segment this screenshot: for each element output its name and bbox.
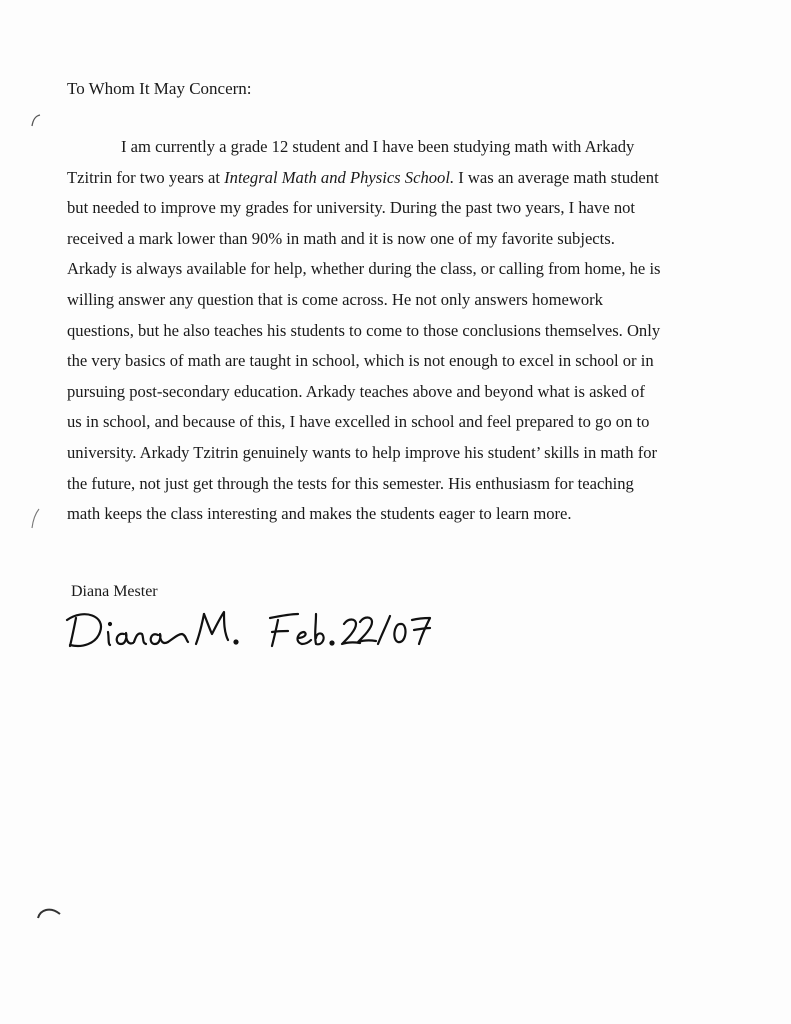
body-line: willing answer any question that is come across. He not only answers homework: [67, 289, 603, 309]
school-name: Integral Math and Physics School.: [224, 167, 455, 187]
scan-mark: [34, 900, 64, 922]
body-line: received a mark lower than 90% in math and it is now one of my favorite subjects.: [67, 228, 615, 248]
body-line: math keeps the class interesting and makes the students eager to learn more.: [67, 504, 572, 524]
body-line: pursuing post-secondary education. Arkady teaches above and beyond what is asked of: [67, 381, 645, 401]
body-line: university. Arkady Tzitrin genuinely wants to help improve his student’ skills in math for: [67, 442, 658, 462]
body-line: questions, but he also teaches his students to come to those conclusions themselves. Only: [67, 320, 661, 340]
signer-name: Diana Mester: [71, 583, 158, 600]
body-line: I am currently a grade 12 student and I have been studying math with Arkady: [121, 137, 635, 156]
body-line: [67, 163, 727, 194]
body-line: the future, not just get through the tests for this semester. His enthusiasm for teaching: [67, 473, 634, 493]
body-line: the very basics of math are taught in school, which is not enough to excel in school or in: [67, 351, 654, 371]
body-line: but needed to improve my grades for university. During the past two years, I have not: [67, 198, 636, 218]
body-text-fragment: I was an average math student: [454, 167, 659, 187]
body-line: Arkady is always available for help, whether during the class, or calling from home, he is: [67, 259, 661, 279]
body-line: us in school, and because of this, I have excelled in school and feel prepared to go on to: [67, 412, 650, 432]
salutation: To Whom It May Concern:: [67, 79, 252, 98]
handwritten-signature: [64, 598, 434, 658]
body-text-fragment: Tzitrin for two years at: [67, 167, 225, 187]
scan-mark: [28, 112, 44, 130]
letter-body: [67, 132, 727, 530]
scan-mark: [28, 506, 42, 532]
